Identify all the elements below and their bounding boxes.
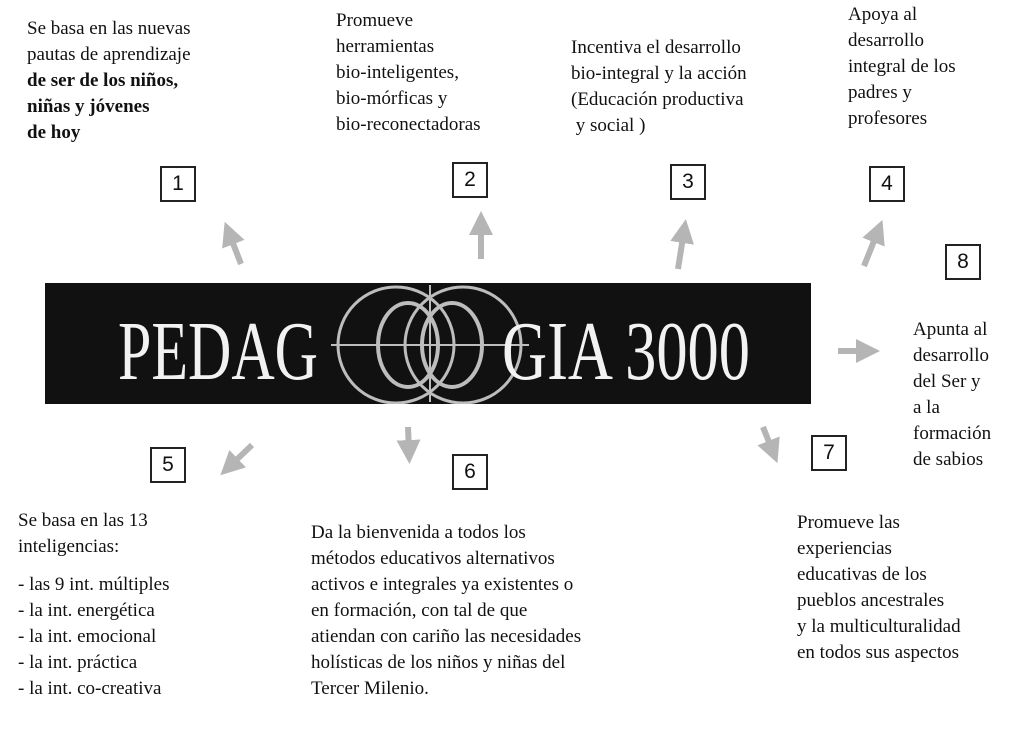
item-2-line: bio-reconectadoras bbox=[336, 114, 481, 135]
item-5-line: Se basa en las 13 bbox=[18, 510, 148, 531]
item-8-line: del Ser y bbox=[913, 371, 981, 392]
list-item: - la int. energética bbox=[18, 600, 155, 621]
banner-graphic bbox=[45, 283, 811, 404]
item-8-text bbox=[913, 317, 991, 473]
list-item: - la int. práctica bbox=[18, 652, 138, 673]
item-7-line: y la multiculturalidad bbox=[797, 616, 961, 637]
list-item: - la int. co-creativa bbox=[18, 678, 162, 699]
item-3-line: y social ) bbox=[571, 115, 646, 136]
item-5-text bbox=[18, 508, 169, 702]
item-2-text bbox=[336, 8, 481, 138]
item-7-line: Promueve las bbox=[797, 512, 900, 533]
item-1-line: pautas de aprendizaje bbox=[27, 44, 191, 65]
list-item: - las 9 int. múltiples bbox=[18, 574, 170, 595]
item-7-text bbox=[797, 510, 961, 666]
banner-right-text: GIA 3000 bbox=[502, 305, 750, 398]
item-4-line: desarrollo bbox=[848, 30, 924, 51]
item-8-line: de sabios bbox=[913, 449, 984, 470]
item-6-line: Da la bienvenida a todos los bbox=[311, 522, 526, 543]
item-1-line: de hoy bbox=[27, 122, 81, 143]
item-4-line: profesores bbox=[848, 108, 928, 129]
item-1-line: Se basa en las nuevas bbox=[27, 18, 191, 39]
arrow-1 bbox=[229, 233, 241, 264]
number-box-2: 2 bbox=[452, 162, 488, 198]
item-8-line: formación bbox=[913, 423, 992, 444]
item-2-line: herramientas bbox=[336, 36, 435, 57]
item-4-line: Apoya al bbox=[848, 4, 918, 25]
number-box-5: 5 bbox=[150, 447, 186, 483]
item-7-line: en todos sus aspectos bbox=[797, 642, 960, 663]
pedagogia-banner bbox=[45, 283, 811, 404]
number-box-6: 6 bbox=[452, 454, 488, 490]
item-8-line: a la bbox=[913, 397, 940, 418]
item-6-line: holísticas de los niños y niñas del bbox=[311, 652, 566, 673]
infinity-circles-icon bbox=[331, 285, 529, 403]
arrow-5 bbox=[229, 445, 252, 467]
item-5-line: inteligencias: bbox=[18, 536, 120, 557]
item-1-line: de ser de los niños, bbox=[27, 70, 179, 91]
item-2-line: Promueve bbox=[336, 10, 414, 31]
item-6-text bbox=[311, 520, 581, 702]
item-8-line: desarrollo bbox=[913, 345, 989, 366]
arrow-4 bbox=[864, 231, 878, 266]
arrow-7 bbox=[763, 427, 773, 452]
banner-left-text: PEDAG bbox=[118, 305, 318, 398]
intelligences-list bbox=[18, 572, 169, 702]
arrow-6 bbox=[408, 427, 409, 452]
list-item: - la int. emocional bbox=[18, 626, 157, 647]
arrow-3 bbox=[678, 231, 684, 269]
item-7-line: pueblos ancestrales bbox=[797, 590, 945, 611]
number-box-8: 8 bbox=[945, 244, 981, 280]
item-8-line: Apunta al bbox=[913, 319, 988, 340]
item-6-line: activos e integrales ya existentes o bbox=[311, 574, 574, 595]
item-7-line: educativas de los bbox=[797, 564, 927, 585]
item-3-line: (Educación productiva bbox=[571, 89, 744, 110]
number-box-7: 7 bbox=[811, 435, 847, 471]
number-box-4: 4 bbox=[869, 166, 905, 202]
item-3-line: bio-integral y la acción bbox=[571, 63, 747, 84]
item-3-line: Incentiva el desarrollo bbox=[571, 37, 741, 58]
item-2-line: bio-mórficas y bbox=[336, 88, 448, 109]
item-4-text bbox=[848, 2, 956, 132]
item-6-line: métodos educativos alternativos bbox=[311, 548, 555, 569]
number-box-3: 3 bbox=[670, 164, 706, 200]
item-7-line: experiencias bbox=[797, 538, 892, 559]
item-3-text bbox=[571, 35, 747, 139]
item-1-text bbox=[27, 16, 191, 146]
number-box-1: 1 bbox=[160, 166, 196, 202]
item-4-line: integral de los bbox=[848, 56, 956, 77]
item-6-line: atiendan con cariño las necesidades bbox=[311, 626, 582, 647]
item-1-line: niñas y jóvenes bbox=[27, 96, 150, 117]
item-2-line: bio-inteligentes, bbox=[336, 62, 459, 83]
item-6-line: Tercer Milenio. bbox=[311, 678, 429, 699]
item-4-line: padres y bbox=[848, 82, 912, 103]
item-6-line: en formación, con tal de que bbox=[311, 600, 528, 621]
